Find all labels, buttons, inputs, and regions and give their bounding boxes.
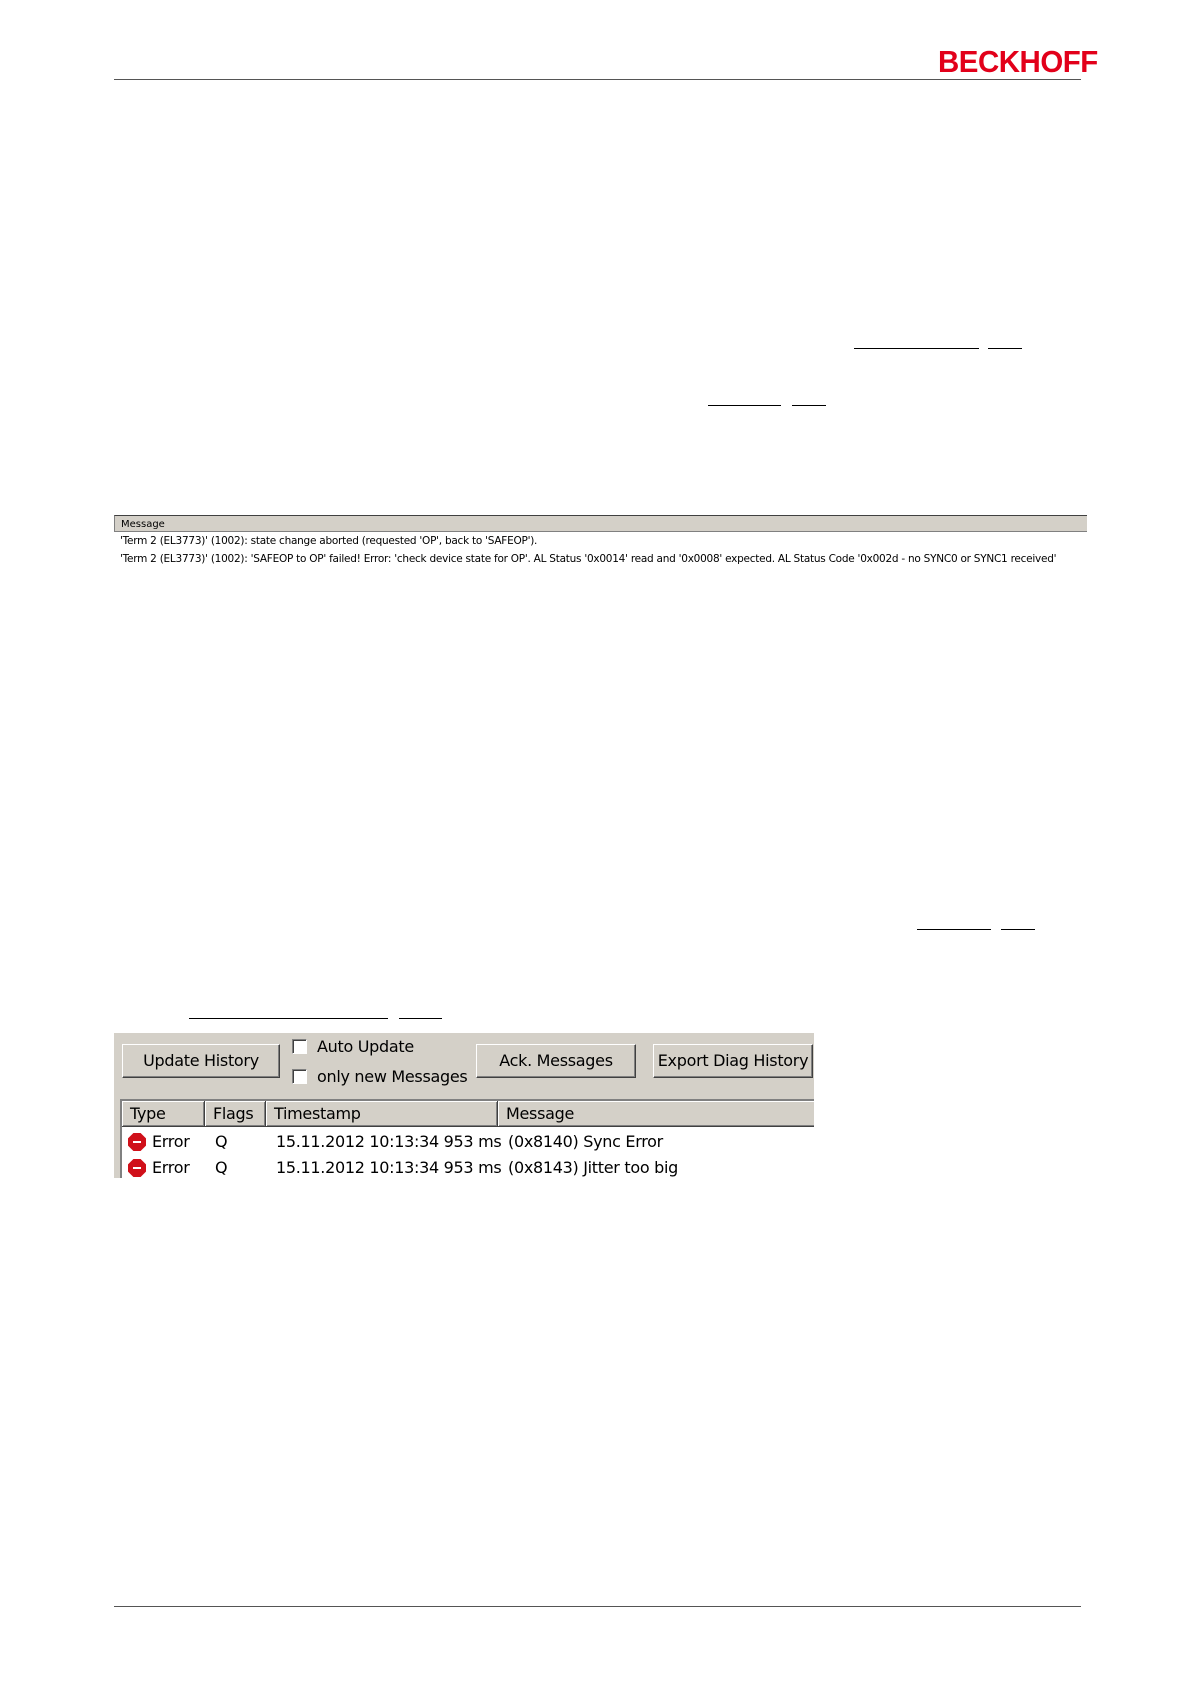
update-history-button[interactable]: Update History bbox=[122, 1044, 280, 1078]
only-new-messages-checkbox[interactable] bbox=[292, 1069, 307, 1084]
cell-timestamp: 15.11.2012 10:13:34 953 ms bbox=[276, 1132, 502, 1151]
ack-messages-button[interactable]: Ack. Messages bbox=[476, 1044, 636, 1078]
column-header-message[interactable]: Message bbox=[498, 1101, 814, 1127]
diag-history-grid bbox=[120, 1099, 814, 1178]
header-rule bbox=[114, 79, 1081, 80]
error-stop-icon bbox=[128, 1133, 146, 1151]
column-header-flags[interactable]: Flags bbox=[205, 1101, 266, 1127]
message-row[interactable]: 'Term 2 (EL3773)' (1002): 'SAFEOP to OP' failed! Error: 'check device state for OP'. AL Status '0x0014' read and '0x0008' expected. AL Status Code '0x002d - no SYNC0 or SYNC1 received' bbox=[120, 553, 1057, 565]
cross-reference-link[interactable] bbox=[854, 348, 979, 349]
only-new-messages-option[interactable] bbox=[292, 1064, 467, 1088]
auto-update-label: Auto Update bbox=[317, 1036, 414, 1056]
cross-reference-link[interactable] bbox=[708, 405, 781, 406]
column-header-timestamp[interactable]: Timestamp bbox=[266, 1101, 498, 1127]
cross-reference-page-link[interactable] bbox=[792, 405, 826, 406]
cell-message: (0x8140) Sync Error bbox=[508, 1132, 663, 1151]
message-row[interactable]: 'Term 2 (EL3773)' (1002): state change aborted (requested 'OP', back to 'SAFEOP'). bbox=[120, 535, 538, 547]
cross-reference-page-link[interactable] bbox=[988, 348, 1022, 349]
cell-timestamp: 15.11.2012 10:13:34 953 ms bbox=[276, 1158, 502, 1177]
cell-type: Error bbox=[152, 1158, 190, 1177]
grid-header bbox=[122, 1101, 814, 1127]
cell-type: Error bbox=[152, 1132, 190, 1151]
auto-update-checkbox[interactable] bbox=[292, 1039, 307, 1054]
error-stop-icon bbox=[128, 1159, 146, 1177]
cell-flags: Q bbox=[215, 1132, 228, 1151]
export-diag-history-button[interactable]: Export Diag History bbox=[653, 1044, 813, 1078]
table-row[interactable] bbox=[122, 1129, 814, 1155]
cross-reference-link[interactable] bbox=[917, 929, 991, 930]
table-row[interactable] bbox=[122, 1155, 814, 1178]
diag-history-panel bbox=[114, 1033, 814, 1178]
cell-flags: Q bbox=[215, 1158, 228, 1177]
cross-reference-link[interactable] bbox=[189, 1018, 388, 1019]
cross-reference-page-link[interactable] bbox=[1001, 929, 1035, 930]
cross-reference-page-link[interactable] bbox=[399, 1018, 442, 1019]
cell-message: (0x8143) Jitter too big bbox=[508, 1158, 678, 1177]
beckhoff-logo: BECKHOFF bbox=[938, 44, 1098, 79]
message-log-panel bbox=[114, 515, 1087, 571]
only-new-messages-label: only new Messages bbox=[317, 1066, 468, 1086]
message-column-header[interactable]: Message bbox=[114, 515, 1087, 532]
auto-update-option[interactable] bbox=[292, 1034, 414, 1058]
column-header-type[interactable]: Type bbox=[122, 1101, 205, 1127]
footer-rule bbox=[114, 1606, 1081, 1607]
